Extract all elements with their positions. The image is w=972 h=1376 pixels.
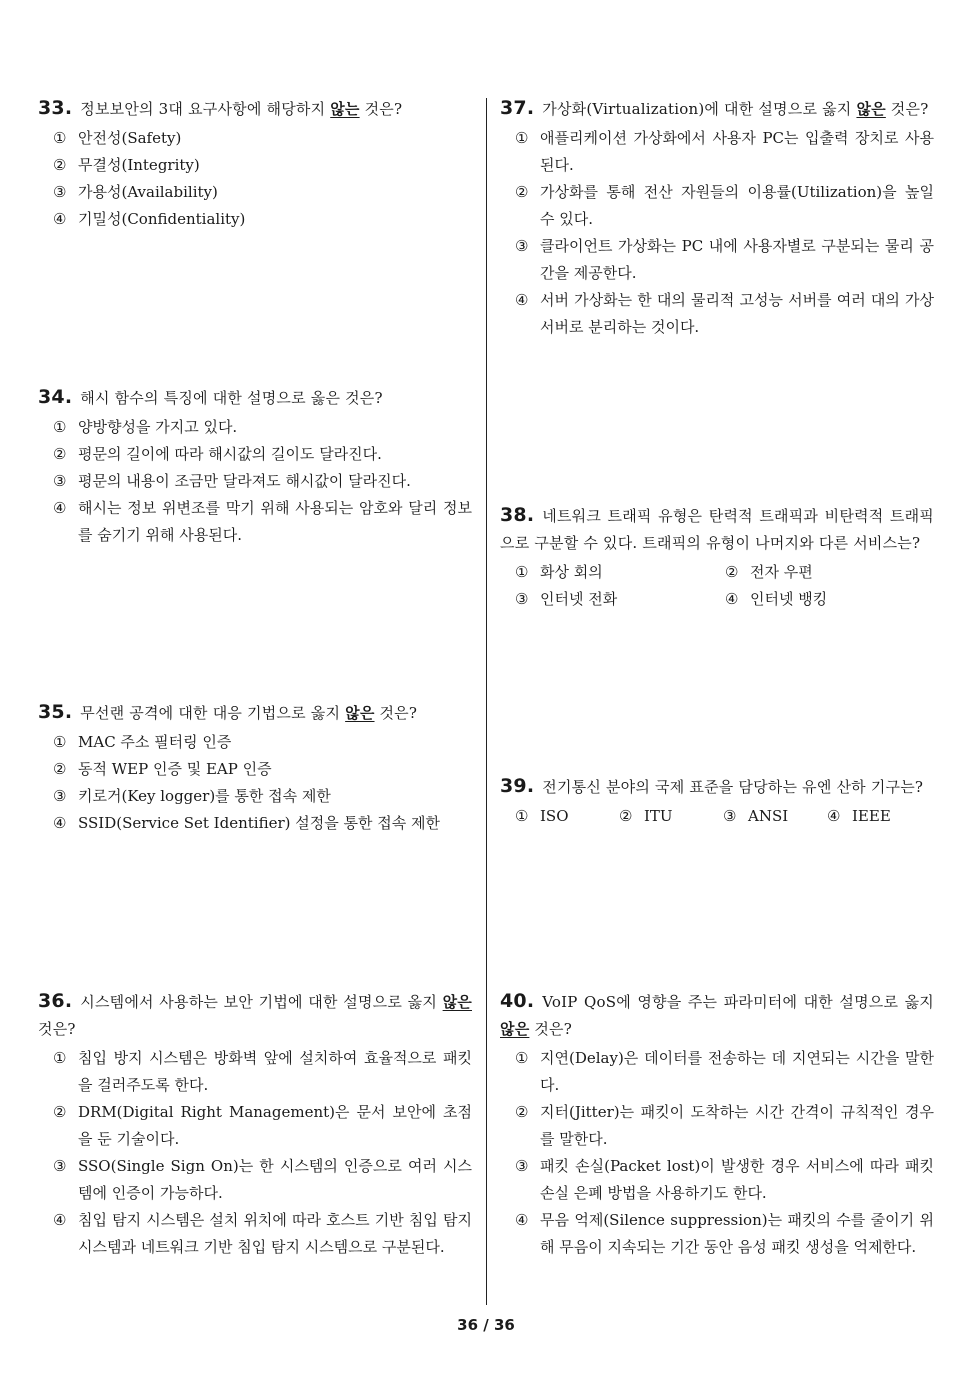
question-stem: 34. 해시 함수의 특징에 대한 설명으로 옳은 것은? [38,386,383,408]
question-38 [500,502,934,613]
option-1: ① 안전성(Safety) [53,129,182,147]
question-number: 33. [38,97,73,119]
option-2: ② 평문의 길이에 따라 해시값의 길이도 달라진다. [53,445,382,463]
question-number: 37. [500,97,535,119]
question-stem: 35. 무선랜 공격에 대한 대응 기법으로 옳지 않은 것은? [38,701,418,723]
option-4: ④ 무음 억제(Silence suppression)는 패킷의 수를 줄이기 위해 무음이 지속되는 기간 동안 음성 패킷 생성을 억제한다. [515,1211,934,1256]
question-33 [38,95,472,233]
option-4: ④ 인터넷 뱅킹 [725,590,828,608]
question-stem: 37. 가상화(Virtualization)에 대한 설명으로 옳지 않은 것은? [500,97,929,119]
option-3: ③ ANSI [723,807,789,825]
page-number: 36 / 36 [457,1316,515,1334]
option-4: ④ 침입 탐지 시스템은 설치 위치에 따라 호스트 기반 침입 탐지 시스템과 네트워크 기반 침입 탐지 시스템으로 구분된다. [53,1211,472,1256]
question-34 [38,384,472,549]
question-number: 35. [38,701,73,723]
question-stem: 33. 정보보안의 3대 요구사항에 해당하지 않는 것은? [38,97,403,119]
option-4: ④ 기밀성(Confidentiality) [53,210,246,228]
option-3: ③ 키로거(Key logger)를 통한 접속 제한 [53,787,331,805]
question-stem: 38. 네트워크 트래픽 유형은 탄력적 트래픽과 비탄력적 트래픽으로 구분할 수 있다. 트래픽의 유형이 나머지와 다른 서비스는? [500,504,934,552]
option-2: ② DRM(Digital Right Management)은 문서 보안에 초점을 둔 기술이다. [53,1103,472,1148]
column-divider [486,98,487,1305]
option-1: ① 지연(Delay)은 데이터를 전송하는 데 지연되는 시간을 말한다. [515,1049,934,1094]
option-1: ① ISO [515,807,569,825]
option-3: ③ 가용성(Availability) [53,183,218,201]
option-2: ② 가상화를 통해 전산 자원들의 이용률(Utilization)을 높일 수 있다. [515,183,934,228]
question-number: 36. [38,990,73,1012]
option-2: ② 전자 우편 [725,563,813,581]
option-1: ① 침입 방지 시스템은 방화벽 앞에 설치하여 효율적으로 패킷을 걸러주도록 한다. [53,1049,472,1094]
option-4: ④ SSID(Service Set Identifier) 설정을 통한 접속 제한 [53,814,440,832]
option-4: ④ 해시는 정보 위변조를 막기 위해 사용되는 암호와 달리 정보를 숨기기 위해 사용된다. [53,499,472,544]
option-3: ③ 패킷 손실(Packet lost)이 발생한 경우 서비스에 따라 패킷 손실 은폐 방법을 사용하기도 한다. [515,1157,934,1202]
option-3: ③ SSO(Single Sign On)는 한 시스템의 인증으로 여러 시스템에 인증이 가능하다. [53,1157,472,1202]
emphasis: 않는 [330,100,360,118]
option-2: ② 동적 WEP 인증 및 EAP 인증 [53,760,272,778]
option-2: ② 지터(Jitter)는 패킷이 도착하는 시간 간격이 규칙적인 경우를 말한다. [515,1103,934,1148]
question-stem: 40. VoIP QoS에 영향을 주는 파라미터에 대한 설명으로 옳지 않은 것은? [500,990,934,1038]
emphasis: 않은 [856,100,886,118]
option-1: ① 양방향성을 가지고 있다. [53,418,238,436]
question-39 [500,773,934,830]
emphasis: 않은 [442,993,472,1011]
option-1: ① MAC 주소 필터링 인증 [53,733,232,751]
question-40 [500,988,934,1261]
option-3: ③ 평문의 내용이 조금만 달라져도 해시값이 달라진다. [53,472,411,490]
option-3: ③ 인터넷 전화 [515,590,618,608]
emphasis: 않은 [345,704,375,722]
question-37 [500,95,934,341]
question-number: 34. [38,386,73,408]
question-number: 40. [500,990,535,1012]
question-number: 39. [500,775,535,797]
question-number: 38. [500,504,535,526]
question-36 [38,988,472,1261]
option-2: ② 무결성(Integrity) [53,156,200,174]
question-stem: 39. 전기통신 분야의 국제 표준을 담당하는 유엔 산하 기구는? [500,775,924,797]
option-4: ④ 서버 가상화는 한 대의 물리적 고성능 서버를 여러 대의 가상 서버로 분리하는 것이다. [515,291,934,336]
option-2: ② ITU [619,807,673,825]
question-stem: 36. 시스템에서 사용하는 보안 기법에 대한 설명으로 옳지 않은 것은? [38,990,472,1038]
option-4: ④ IEEE [827,807,891,825]
option-3: ③ 클라이언트 가상화는 PC 내에 사용자별로 구분되는 물리 공간을 제공한다. [515,237,934,282]
option-1: ① 화상 회의 [515,563,603,581]
question-35 [38,699,472,837]
emphasis: 않은 [500,1020,530,1038]
option-1: ① 애플리케이션 가상화에서 사용자 PC는 입출력 장치로 사용된다. [515,129,934,174]
